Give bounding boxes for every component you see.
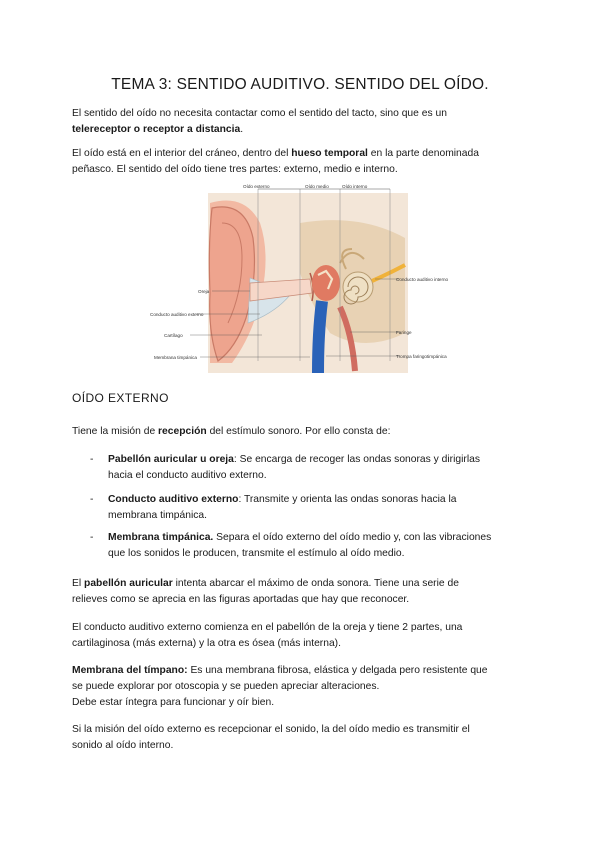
intro-text: El oído está en el interior del cráneo, dentro del xyxy=(72,148,292,159)
lead-text: Tiene la misión de xyxy=(72,426,159,437)
list-item-text: que los sonidos le producen, transmite el estímulo al oído medio. xyxy=(108,548,405,559)
intro-text: peñasco. El sentido del oído tiene tres partes: externo, medio e interno. xyxy=(72,164,398,175)
list-item-text: : Transmite y orienta las ondas sonoras hacia la xyxy=(238,494,457,505)
page-title: TEMA 3: SENTIDO AUDITIVO. SENTIDO DEL OÍDO. xyxy=(111,76,489,93)
label-cartilago: Cartílago xyxy=(164,333,183,338)
paragraph-text: Debe estar íntegra para funcionar y oír bien. xyxy=(72,697,275,708)
paragraph-text: sonido al oído interno. xyxy=(72,740,174,751)
intro-bold-term: hueso temporal xyxy=(291,148,368,159)
section-lead xyxy=(72,424,532,440)
intro-period: . xyxy=(240,124,244,135)
paragraph-pabellon xyxy=(72,576,532,608)
paragraph-bold: pabellón auricular xyxy=(84,578,173,589)
section-heading: OÍDO EXTERNO xyxy=(72,391,169,405)
label-trompa: Trompa faringotimpánica xyxy=(396,354,447,359)
list-item-text: Separa el oído externo del oído medio y, con las vibraciones xyxy=(213,532,492,543)
paragraph-membrana xyxy=(72,663,532,711)
list-dash: - xyxy=(90,454,94,465)
paragraph-text: intenta abarcar el máximo de onda sonora. Tiene una serie de xyxy=(172,578,459,589)
lead-text: del estímulo sonoro. Por ello consta de: xyxy=(206,426,391,437)
paragraph-conducto xyxy=(72,620,532,652)
paragraph-bold: Membrana del tímpano: xyxy=(72,665,188,676)
paragraph-text: se puede explorar por otoscopia y se pueden apreciar alteraciones. xyxy=(72,681,380,692)
list-item-term: Conducto auditivo externo xyxy=(108,494,239,505)
list-dash: - xyxy=(90,494,94,505)
paragraph-text: Si la misión del oído externo es recepcionar el sonido, la del oído medio es transmitir el xyxy=(72,724,470,735)
list-item-text: membrana timpánica. xyxy=(108,510,208,521)
label-oido-externo: Oído externo xyxy=(243,184,270,189)
label-oreja: Oreja xyxy=(198,289,210,294)
label-conducto-externo: Conducto auditivo externo xyxy=(150,312,204,317)
intro-bold-term: telereceptor o receptor a distancia xyxy=(72,124,241,135)
paragraph-text: Es una membrana fibrosa, elástica y delgada pero resistente que xyxy=(187,665,488,676)
lead-bold: recepción xyxy=(158,426,207,437)
paragraph-text: cartilaginosa (más externa) y la otra es ósea (más interna). xyxy=(72,638,341,649)
intro-text: en la parte denominada xyxy=(367,148,479,159)
label-oido-interno: Oído interno xyxy=(342,184,368,189)
list-item-text: hacia el conducto auditivo externo. xyxy=(108,470,267,481)
intro-paragraph-2 xyxy=(72,146,532,178)
intro-text: El sentido del oído no necesita contactar como el sentido del tacto, sino que es un xyxy=(72,108,447,119)
label-faringe: Faringe xyxy=(396,330,412,335)
list-item-term: Membrana timpánica. xyxy=(108,532,214,543)
ear-anatomy-figure xyxy=(150,183,470,375)
paragraph-final xyxy=(72,722,532,754)
paragraph-text: El xyxy=(72,578,85,589)
label-oido-medio: Oído medio xyxy=(305,184,329,189)
list-item-text: : Se encarga de recoger las ondas sonoras y dirigirlas xyxy=(233,454,481,465)
label-membrana: Membrana timpánica xyxy=(154,355,197,360)
paragraph-text: El conducto auditivo externo comienza en el pabellón de la oreja y tiene 2 partes, una xyxy=(72,622,463,633)
list-item-term: Pabellón auricular u oreja xyxy=(108,454,234,465)
eustachian-tube xyxy=(318,301,322,373)
label-conducto-interno: Conducto auditivo interno xyxy=(396,277,449,282)
list-dash: - xyxy=(90,532,94,543)
paragraph-text: relieves como se aprecia en las figuras aportadas que hay que reconocer. xyxy=(72,594,410,605)
intro-paragraph-1 xyxy=(72,106,532,138)
